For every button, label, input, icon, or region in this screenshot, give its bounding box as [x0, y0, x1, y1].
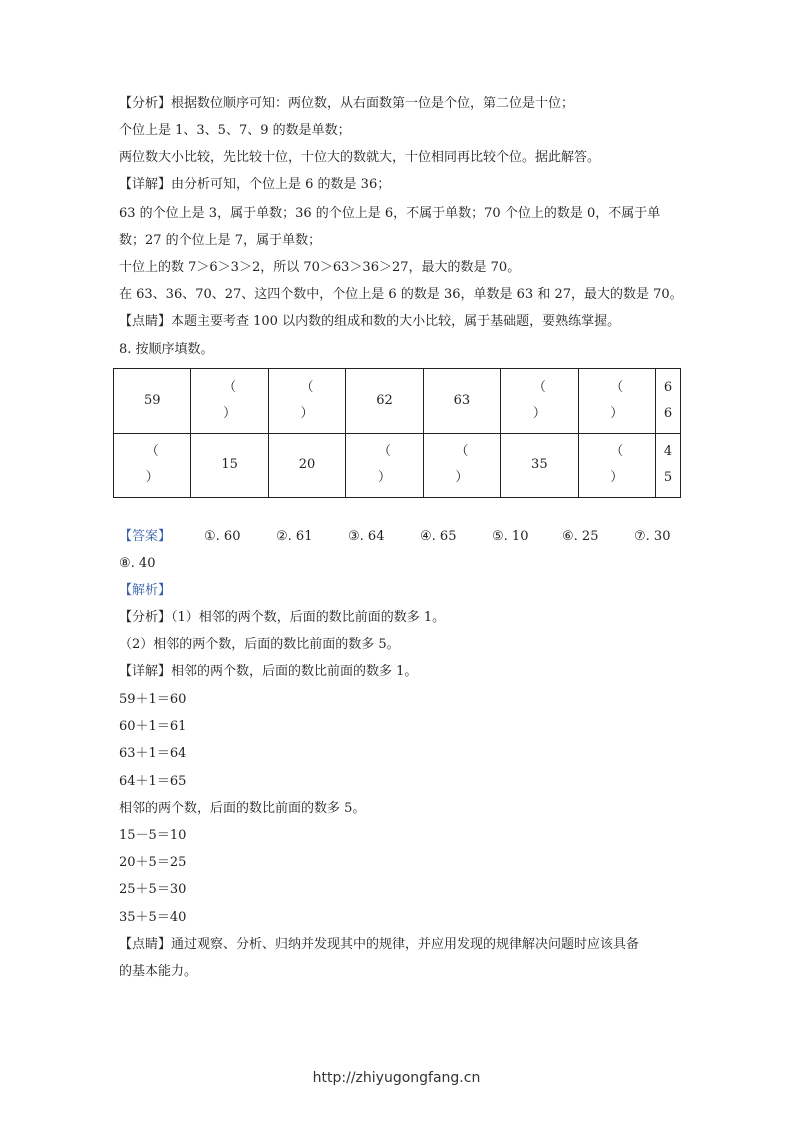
answer-item: ②. 61	[276, 529, 313, 544]
blank-parens: （ ）	[610, 444, 624, 486]
solution-line-5: 【点睛】通过观察、分析、归纳并发现其中的规律，并应用发现的规律解决问题时应该具备	[119, 937, 640, 952]
analysis-line-1: 【分析】根据数位顺序可知：两位数，从右面数第一位是个位，第二位是十位；	[119, 96, 575, 111]
solution-line-6: 的基本能力。	[119, 964, 198, 979]
blank-parens: （ ）	[455, 444, 469, 486]
table-cell	[656, 369, 681, 434]
equation: 60＋1＝61	[119, 719, 187, 734]
answer-item-8: ⑧. 40	[119, 556, 156, 571]
analysis-line-3: 两位数大小比较，先比较十位，十位大的数就大，十位相同再比较个位。据此解答。	[119, 150, 601, 165]
analysis-line-7: 十位上的数 7＞6＞3＞2，所以 70＞63＞36＞27，最大的数是 70。	[119, 260, 521, 275]
table-cell: 35	[501, 433, 578, 498]
blank-parens: （ ）	[610, 379, 624, 421]
table-row	[114, 433, 681, 498]
solution-label: 【解析】	[119, 583, 172, 598]
blank-parens: （ ）	[377, 444, 391, 486]
equation: 20＋5＝25	[119, 855, 187, 870]
table-cell: 62	[346, 369, 423, 434]
blank-parens: （ ）	[145, 444, 159, 486]
table-cell: 20	[268, 433, 345, 498]
analysis-line-6: 数；27 的个位上是 7，属于单数；	[119, 233, 322, 248]
answer-item: ③. 64	[348, 529, 385, 544]
footer-url: http://zhiyugongfang.cn	[312, 1070, 481, 1086]
blank-parens: （ ）	[223, 379, 237, 421]
equation: 15－5＝10	[119, 828, 187, 843]
equation: 64＋1＝65	[119, 774, 187, 789]
blank-parens: （ ）	[532, 379, 546, 421]
table-cell	[656, 433, 681, 498]
solution-line-2: （2）相邻的两个数，后面的数比前面的数多 5。	[119, 637, 400, 652]
split-number: 6 6	[663, 379, 673, 421]
equation: 35＋5＝40	[119, 910, 187, 925]
answer-row	[119, 527, 679, 547]
answer-label: 【答案】	[119, 529, 172, 544]
blank-parens: （ ）	[300, 379, 314, 421]
table-cell: 63	[423, 369, 500, 434]
analysis-line-5: 63 的个位上是 3，属于单数；36 的个位上是 6，不属于单数；70 个位上的数是 0，不属于单	[119, 206, 661, 221]
analysis-line-8: 在 63、36、70、27、这四个数中，个位上是 6 的数是 36，单数是 63 和 27，最大的数是 70。	[119, 287, 683, 302]
split-number: 4 5	[663, 444, 673, 486]
sequence-table	[113, 368, 681, 498]
solution-line-3: 【详解】相邻的两个数，后面的数比前面的数多 1。	[119, 664, 418, 679]
blank-cell	[346, 433, 423, 498]
answer-item: ⑥. 25	[562, 529, 599, 544]
blank-cell	[578, 433, 655, 498]
answer-item: ④. 65	[420, 529, 457, 544]
solution-line-4: 相邻的两个数，后面的数比前面的数多 5。	[119, 801, 366, 816]
table-row	[114, 369, 681, 434]
solution-line-1: 【分析】（1）相邻的两个数，后面的数比前面的数多 1。	[119, 610, 446, 625]
analysis-line-4: 【详解】由分析可知，个位上是 6 的数是 36；	[119, 177, 391, 192]
blank-cell	[268, 369, 345, 434]
analysis-line-9: 【点睛】本题主要考查 100 以内数的组成和数的大小比较，属于基础题，要熟练掌握。	[119, 314, 621, 329]
equation: 59＋1＝60	[119, 692, 187, 707]
analysis-line-2: 个位上是 1、3、5、7、9 的数是单数；	[119, 123, 351, 138]
blank-cell	[501, 369, 578, 434]
answer-item: ①. 60	[204, 529, 241, 544]
blank-cell	[423, 433, 500, 498]
equation: 25＋5＝30	[119, 882, 187, 897]
equation: 63＋1＝64	[119, 746, 187, 761]
question-title: 8. 按顺序填数。	[119, 342, 214, 357]
table-cell: 59	[114, 369, 191, 434]
answer-item: ⑦. 30	[634, 529, 671, 544]
blank-cell	[578, 369, 655, 434]
answer-item: ⑤. 10	[492, 529, 529, 544]
blank-cell	[191, 369, 268, 434]
table-cell: 15	[191, 433, 268, 498]
blank-cell	[114, 433, 191, 498]
